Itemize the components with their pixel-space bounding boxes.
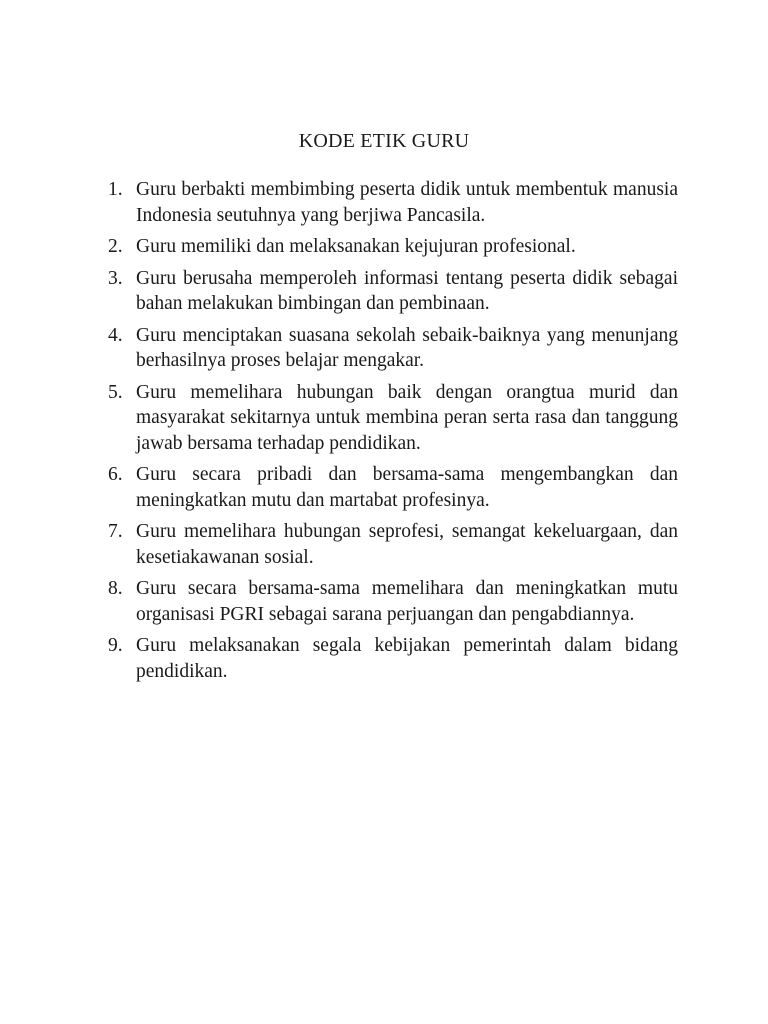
list-item xyxy=(108,266,678,317)
item-number: 9. xyxy=(108,635,123,656)
item-number: 6. xyxy=(108,464,123,485)
list-item xyxy=(108,519,678,570)
item-text: Guru berusaha memperoleh informasi tentang peserta didik sebagai bahan melakukan bimbingan dan pembinaan. xyxy=(136,267,678,314)
item-text: Guru memelihara hubungan baik dengan orangtua murid dan masyarakat sekitarnya untuk membina peran serta rasa dan tanggung jawab bersama terhadap pendidikan. xyxy=(136,381,678,454)
list-item xyxy=(108,462,678,513)
list-item xyxy=(108,380,678,457)
item-text: Guru melaksanakan segala kebijakan pemerintah dalam bidang pendidikan. xyxy=(136,635,678,682)
list-item xyxy=(108,576,678,627)
item-number: 1. xyxy=(108,179,123,200)
list-item xyxy=(108,633,678,684)
list-item xyxy=(108,323,678,374)
list-item xyxy=(108,234,678,260)
item-number: 4. xyxy=(108,324,123,346)
item-number: 5. xyxy=(108,381,123,403)
item-text: Guru berbakti membimbing peserta didik untuk membentuk manusia Indonesia seutuhnya yang berjiwa Pancasila. xyxy=(136,179,678,226)
item-number: 8. xyxy=(108,578,123,599)
page-title: KODE ETIK GURU xyxy=(298,130,470,152)
item-number: 3. xyxy=(108,267,123,289)
list-item xyxy=(108,177,678,228)
item-text: Guru secara bersama-sama memelihara dan meningkatkan mutu organisasi PGRI sebagai sarana perjuangan dan pengabdiannya. xyxy=(136,578,678,625)
item-text: Guru menciptakan suasana sekolah sebaik-baiknya yang menunjang berhasilnya proses belajar mengakar. xyxy=(136,324,678,371)
item-text: Guru memiliki dan melaksanakan kejujuran profesional. xyxy=(136,236,576,257)
code-of-ethics-list xyxy=(108,177,678,690)
item-text: Guru secara pribadi dan bersama-sama mengembangkan dan meningkatkan mutu dan martabat profesinya. xyxy=(136,464,678,511)
item-number: 2. xyxy=(108,236,123,257)
item-text: Guru memelihara hubungan seprofesi, semangat kekeluargaan, dan kesetiakawanan sosial. xyxy=(136,521,678,568)
item-number: 7. xyxy=(108,521,123,542)
